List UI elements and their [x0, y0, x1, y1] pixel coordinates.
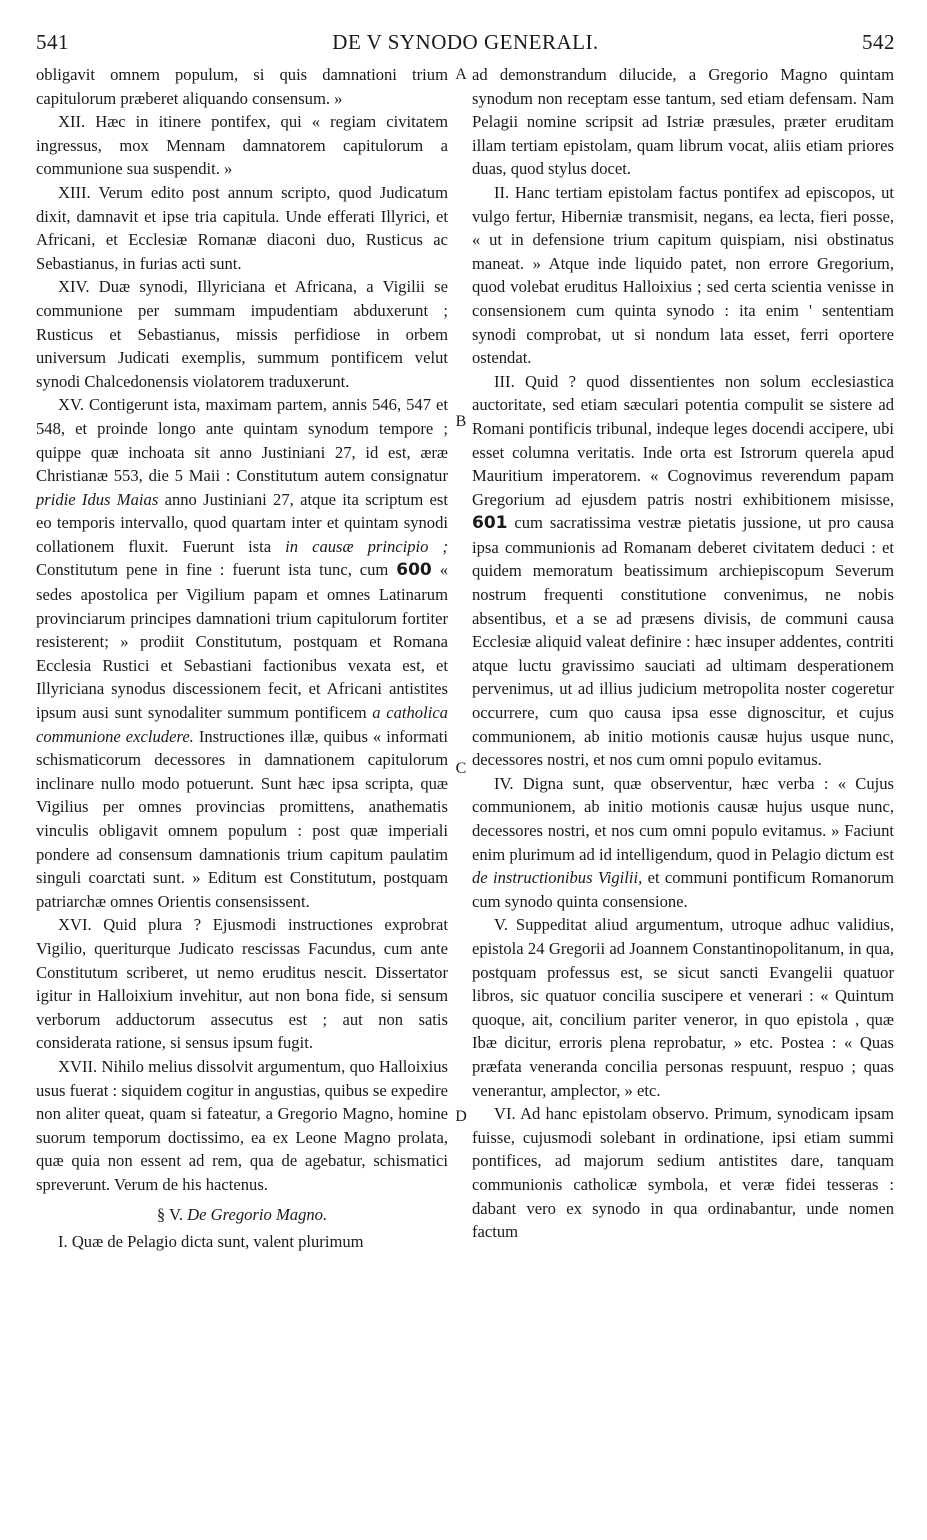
text-run: anno Justiniani 27, atque ita scriptum est eo temporis intervallo, quod quartam inter et quintam synodi collationem fluxit. Fuerunt ista	[36, 489, 448, 556]
text-run: III. Quid ? quod dissentientes non solum ecclesiastica auctoritate, sed etiam sæculari potentia compulit se sistere ad Romani pontificis tribunal, indeque leges docendi accipere, ubi esset columna veritatis. Inde orta est Istrorum querela apud Mauritium imperatorem. « Cognovimus reverendum papam Gregorium ad ejusdem patris nostri exhibitionem misisse,	[472, 371, 894, 509]
paragraph-xiv: XIV. Duæ synodi, Illyriciana et Africana, a Vigilii se communione per summam impudentiam abduxerunt ; Rusticus et Sebastianus, missis perfidiose in orbem universum Judicati exemplis, summum pontificem velut synodi Chalcedonensis violatorem traduxerunt.	[36, 277, 448, 391]
italic-run: de instructionibus Vigilii,	[472, 868, 643, 888]
paragraph-xiii: XIII. Verum edito post annum scripto, quod Judicatum dixit, damnavit et ipse tria capitula. Unde efferati Illyrici, et Africani, et Ecclesiæ Romanæ diaconi duo, Rusticus ac Sebastianus, in furias acti sunt.	[36, 182, 448, 273]
text-run: Instructiones illæ, quibus « informati schismaticorum decessores in damnationem capitulorum inclinare nullo modo potuerunt. Sunt hæc ipsa scripta, quæ Vigilius per omnes provincias promittens, anathematis vinculis obligavit omnem populum : post quæ imperiali pondere ad consensum damnationis trium capitum paulatim singuli coarctati sunt. » Editum est Constitutum, postquam patriarchæ omnes Orientis consensissent.	[36, 726, 448, 911]
paragraph-i: I. Quæ de Pelagio dicta sunt, valent plurimum	[58, 1232, 364, 1252]
italic-run: pridie Idus Maias	[36, 489, 159, 509]
text-run: « sedes apostolica per Vigilium papam et omnes Latinarum provinciarum principes damnationi trium capitulorum fortiter resisterent; » prodiit Constitutum, postquam et Romana Ecclesia Rustici et Sebastiani factionibus vexata est, et Illyriciana synodus discessionem fecit, et Africani antistites ipsum ausi sunt synodaliter summum pontificem	[36, 560, 448, 723]
italic-run: in causæ principio ;	[285, 536, 448, 556]
paragraph-i-cont: ad demonstrandum dilucide, a Gregorio Magno quintam synodum non receptam esse tantum, sed etiam defensam. Nam Pelagii nomine scripsit ad Istriæ præsules, præter eruditam illam tertiam epistolam, quam librum vocat, aliis etiam priores duas, quod stylus docet.	[472, 65, 894, 179]
text-run: Constitutum pene in fine : fuerunt ista tunc, cum	[36, 560, 397, 580]
section-title: De Gregorio Magno.	[187, 1204, 328, 1224]
paragraph-v: V. Suppeditat aliud argumentum, utroque adhuc validius, epistola 24 Gregorii ad Joannem Constantinopolitanum, in qua, postquam professus est, se sicut sancti Evangelii quatuor libros, sic quatuor concilia suscipere et venerari : « Quintum quoque, ait, concilium pariter veneror, in quo epistola , quæ Ibæ dicitur, erroris plena reprobatur, » etc. Postea : « Quas præfata veneranda concilia personas respuunt, respuo ; quas venerantur, amplector, » etc.	[472, 915, 894, 1100]
text-run: XV. Contigerunt ista, maximam partem, annis 546, 547 et 548, et proinde longo ante quintam synodum tempore ; quippe quæ inchoata sit anno Justiniani 27, id est, æræ Christianæ 553, die 5 Maii : Constitutum autem consignatur	[36, 395, 448, 486]
right-column	[472, 63, 894, 1244]
paragraph-xvi: XVI. Quid plura ? Ejusmodi instructiones exprobrat Vigilio, queriturque Judicato rescissas Facundus, cum ante Constitutum scriberet, ut nemo eruditus nescit. Dissertator igitur in Halloixium invehitur, aut non bona fide, si sensum verborum adductorum assecutus est ; aut non satis considerata ratione, si sensus ipsum fugit.	[36, 915, 448, 1053]
paragraph-xv	[36, 393, 448, 913]
running-header	[36, 30, 895, 60]
paragraph-vi: VI. Ad hanc epistolam observo. Primum, synodicam ipsam fuisse, cujusmodi solebant in ordinatione, ipsi etiam summi pontifices, ad majorum sedium antistites dare, tanquam communionis catholicæ symbola, et veræ fidei tesseras : dabant vero ex synodo in qua ordinabantur, unde nomen factum	[472, 1104, 894, 1242]
margin-letter-b: B	[455, 413, 467, 430]
paragraph-xii: XII. Hæc in itinere pontifex, qui « regiam civitatem ingressus, mox Mennam damnatorem capitulorum a communione sua suspendit. »	[36, 112, 448, 179]
paragraph-iv	[472, 772, 894, 914]
page-number-right: 542	[862, 30, 895, 54]
page-number-left: 541	[36, 30, 69, 54]
paragraph-iii	[472, 370, 894, 772]
italic-run: a catholica communione excludere.	[36, 703, 448, 746]
text-run: IV. Digna sunt, quæ observentur, hæc verba : « Cujus communionem, ab initio motionis causæ hujus usque nunc, decessores nostri, et nos cum omni populo evitamus. » Faciunt enim plurimum ad id intelligendum, quod in Pelagio dictum est	[472, 773, 894, 864]
margin-letter-d: D	[455, 1108, 467, 1125]
paragraph-xi-end: obligavit omnem populum, si quis damnationi trium capitulorum præberet aliquando consensum. »	[36, 65, 448, 108]
column-number-601: 601	[472, 513, 508, 534]
section-heading	[36, 1203, 448, 1227]
section-number: § V.	[156, 1204, 184, 1224]
paragraph-ii: II. Hanc tertiam epistolam factus pontifex ad episcopos, ut vulgo fertur, Hiberniæ transmisit, negans, ea lecta, fieri posse, « ut in defensione trium capitum quispiam, nisi obstinatus maneat. » Atque inde liquido patet, non errore Gregorium, quod volebat eruditus Halloixius ; sed certa scientia venisse in consensionem cum quinta synodo : ita enim ' sententiam synodi comprobat, ut si nondum lata esset, ferri oportere ostendat.	[472, 182, 894, 368]
paragraph-xvii: XVII. Nihilo melius dissolvit argumentum, quo Halloixius usus fuerat : siquidem cogitur in angustias, quibus se expedire non aliter queat, quam si fateatur, a Gregorio Magno, homine suorum temporum doctissimo, ea ex Leone Magno prolata, quæ quia non essent ad rem, qua de agebatur, schismatici spreverunt. Verum de his hactenus.	[36, 1056, 448, 1194]
text-run: et communi pontificum Romanorum cum synodo quinta consensione.	[472, 868, 894, 911]
running-title: DE V SYNODO GENERALI.	[332, 30, 599, 54]
margin-letter-a: A	[455, 66, 467, 83]
text-run: cum sacratissima vestræ pietatis jussione, ut pro causa ipsa communionis ad Romanam deberet civitatem deduci : et quidem memoratum beatissimum archiepiscopum Severum nostrum frequenti constitutione convenimus, ne nobis absentibus, et a se ad præsens divisis, de communi causa Ecclesiæ aliquid valeat definire : hæc insuper addentes, contriti atque luctu gravissimo sauciati ad ultimam desperationem pervenimus, ut ad illius judicium metropolita noster cogeretur occurrere, cum quo causa ipsa esse dignoscitur, et cujus communionem, ab initio motionis causæ hujus usque nunc, decessores nostri, et nos cum omni populo evitamus.	[472, 513, 894, 770]
margin-letter-c: C	[455, 760, 467, 777]
column-number-600: 600	[396, 560, 432, 581]
left-column	[36, 63, 448, 1254]
